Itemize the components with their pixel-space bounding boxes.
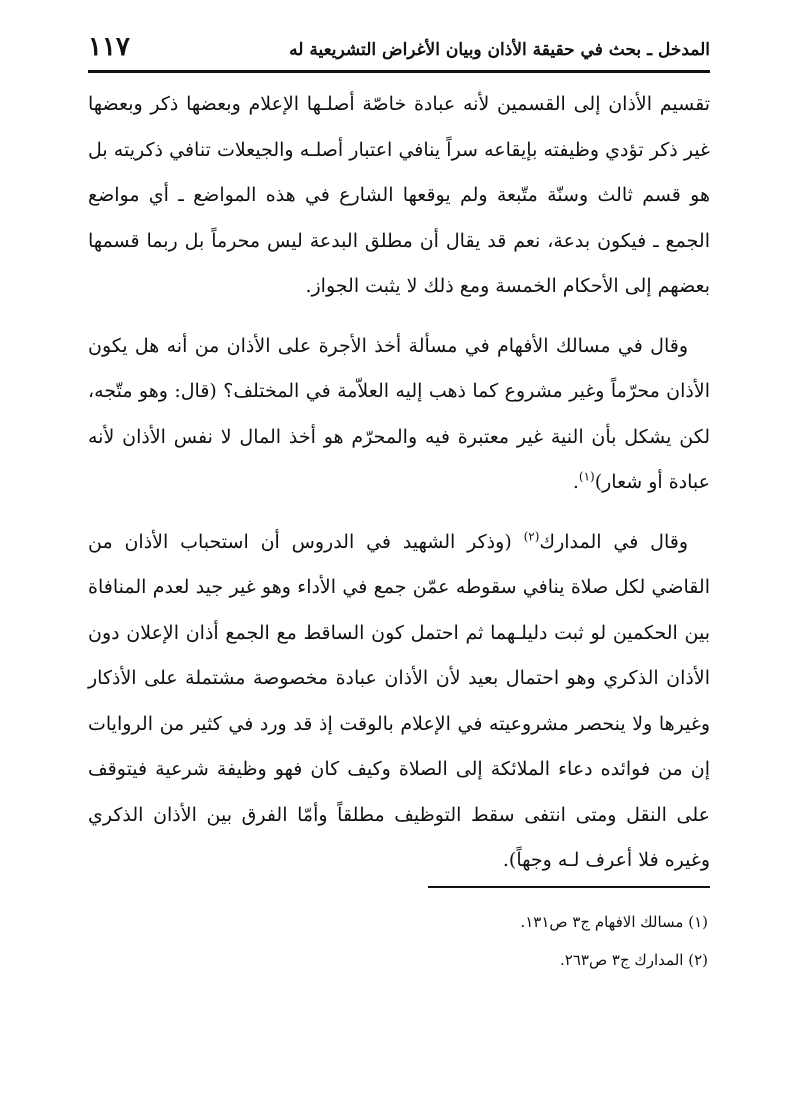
main-text [88,82,710,898]
paragraph-1-text: تقسيم الأذان إلى القسمين لأنه عبادة خاصّة أصلـها الإعلام وبعضها ذكر وبعضها غير ذكر تؤدي وظيفته بإيقاعه سراً ينافي اعتبار أصلـه والجيعلات تنافي ذكريته بل هو قسم ثالث وسنّة متّبعة ولم يوقعها الشارع في هذه المواضع ـ أي مواضع الجمع ـ فيكون بدعة، نعم قد يقال أن مطلق البدعة ليس محرماً بل ربما قسمها بعضهم إلى الأحكام الخمسة ومع ذلك لا يثبت الجواز. [88,93,710,297]
paragraph-2-end: . [572,471,579,493]
footnote-ref-1[interactable]: (١) [578,469,595,484]
footnote-1: (١) مسالك الافهام ج٣ ص١٣١. [520,913,708,931]
footnote-2: (٢) المدارك ج٣ ص٢٦٣. [560,951,708,969]
paragraph-3-lead: وقال في المدارك [539,530,688,553]
header-rule [88,70,710,73]
running-title: المدخل ـ بحث في حقيقة الأذان وبيان الأغراض التشريعية له [289,40,710,60]
footnote-separator [428,886,710,888]
paragraph-1 [88,82,710,310]
paragraph-3 [88,520,710,884]
footnote-ref-2[interactable]: (٢) [523,529,540,544]
page-number: ١١٧ [88,32,130,62]
page-header [88,28,710,70]
paragraph-2-text: وقال في مسالك الأفهام في مسألة أخذ الأجرة على الأذان من أنه هل يكون الأذان محرّماً وغير مشروع كما ذهب إليه العلاّمة في المختلف؟ (قال: وهو متّجه، لكن يشكل بأن النية غير معتبرة فيه والمحرّم هو أخذ المال لا نفس الأذان لأنه عبادة أو شعار) [88,334,710,493]
footnotes [88,903,708,979]
paragraph-3-text: (وذكر الشهيد في الدروس أن استحباب الأذان من القاضي لكل صلاة ينافي سقوطه عمّن جمع في الأداء وهو غير جيد لعدم المنافاة بين الحكمين لو ثبت دليلـهما ثم احتمل كون الساقط مع الجمع أذان الإعلان دون الأذان الذكري وهو احتمال بعيد لأن الأذان عبادة مخصوصة مشتملة على الأذكار وغيرها ولا ينحصر مشروعيته في الإعلام بالوقت إذ قد ورد في كثير من الروايات إن من فوائده دعاء الملائكة إلى الصلاة وكيف كان فهو وظيفة شرعية فيتوقف على النقل ومتى انتفى سقط التوظيف مطلقاً وأمّا الفرق بين الأذان الذكري وغيره فلا أعرف لـه وجهاً). [88,530,710,871]
paragraph-2 [88,324,710,506]
